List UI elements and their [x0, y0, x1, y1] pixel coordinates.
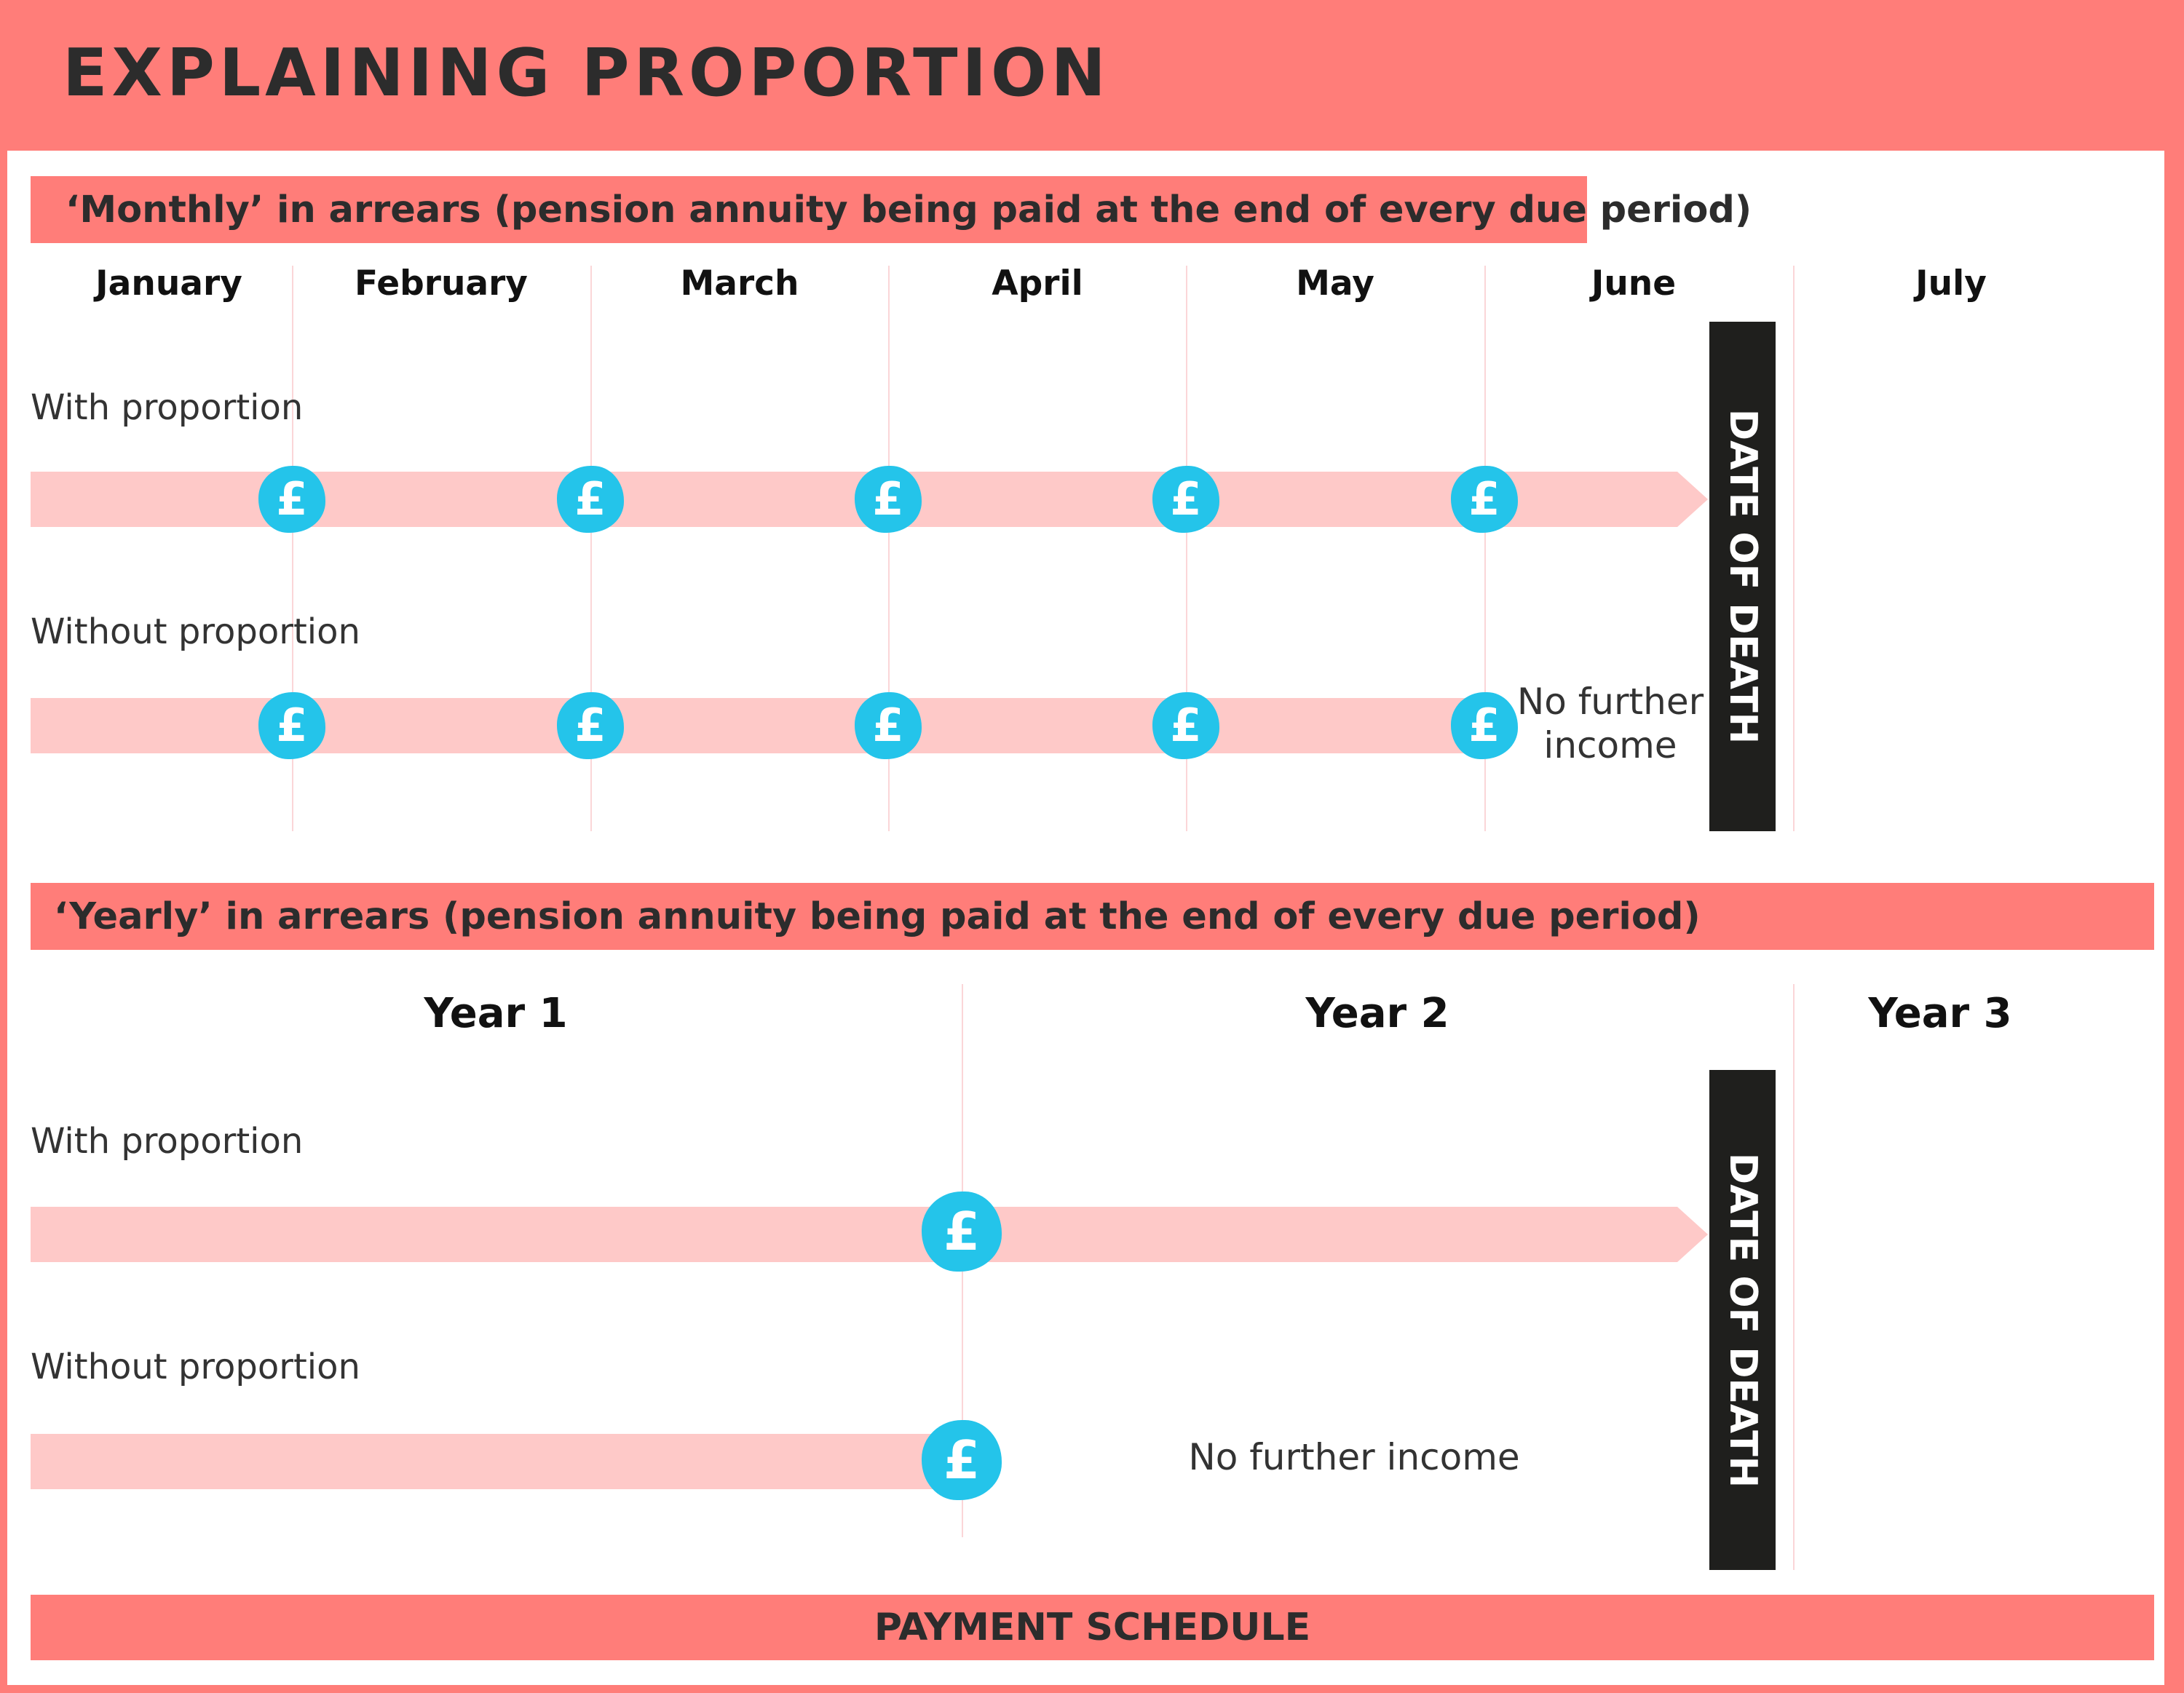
yearly-gridline: [1793, 984, 1795, 1570]
month-header-january: January: [95, 263, 242, 304]
pound-coin-icon: £: [1152, 466, 1219, 533]
pound-coin-icon: £: [1451, 466, 1518, 533]
monthly-without-proportion-label: Without proportion: [31, 611, 360, 652]
monthly-date-of-death-bar: [1709, 322, 1776, 831]
monthly-no-further-income: [1516, 680, 1705, 767]
date-of-death-label: DATE OF DEATH: [1720, 1152, 1765, 1488]
month-header-april: April: [992, 263, 1083, 304]
monthly-with-proportion-label: With proportion: [31, 387, 304, 428]
month-header-june: June: [1591, 263, 1677, 304]
year-header-2: Year 2: [1305, 990, 1449, 1037]
monthly-banner: [31, 176, 1752, 243]
month-header-march: March: [680, 263, 799, 304]
yearly-with-arrowhead: [1677, 1207, 1708, 1262]
payment-schedule-footer: PAYMENT SCHEDULE: [31, 1595, 2154, 1660]
no-further-line-1: No further: [1516, 681, 1704, 723]
month-header-july: July: [1915, 263, 1987, 304]
month-header-may: May: [1296, 263, 1374, 304]
pound-coin-icon: £: [1451, 692, 1518, 759]
monthly-gridline: [1793, 266, 1795, 831]
month-header-february: February: [355, 263, 528, 304]
pound-coin-icon: £: [258, 692, 325, 759]
no-further-line-2: income: [1543, 724, 1677, 766]
year-header-3: Year 3: [1868, 990, 2012, 1037]
yearly-banner: [31, 883, 2154, 950]
yearly-date-of-death-bar: [1709, 1070, 1776, 1570]
pound-coin-icon: £: [557, 692, 624, 759]
monthly-without-band: [31, 698, 1484, 753]
yearly-with-proportion-label: With proportion: [31, 1121, 304, 1162]
pound-coin-icon: £: [557, 466, 624, 533]
pound-coin-icon: £: [922, 1420, 1002, 1500]
pound-coin-icon: £: [1152, 692, 1219, 759]
yearly-banner-text: ‘Yearly’ in arrears (pension annuity being paid at the end of every due period): [54, 895, 1701, 938]
pound-coin-icon: £: [855, 692, 922, 759]
yearly-without-band: [31, 1434, 962, 1489]
date-of-death-label: DATE OF DEATH: [1720, 408, 1765, 745]
pound-coin-icon: £: [258, 466, 325, 533]
yearly-without-proportion-label: Without proportion: [31, 1347, 360, 1387]
pound-coin-icon: £: [855, 466, 922, 533]
yearly-no-further-income: No further income: [1188, 1436, 1520, 1478]
monthly-banner-text: ‘Monthly’ in arrears (pension annuity being paid at the end of every due period): [66, 188, 1752, 231]
page-title: EXPLAINING PROPORTION: [63, 35, 1110, 111]
pound-coin-icon: £: [922, 1192, 1002, 1272]
yearly-with-band: [31, 1207, 1677, 1262]
year-header-1: Year 1: [424, 990, 568, 1037]
monthly-with-arrowhead: [1677, 472, 1708, 527]
